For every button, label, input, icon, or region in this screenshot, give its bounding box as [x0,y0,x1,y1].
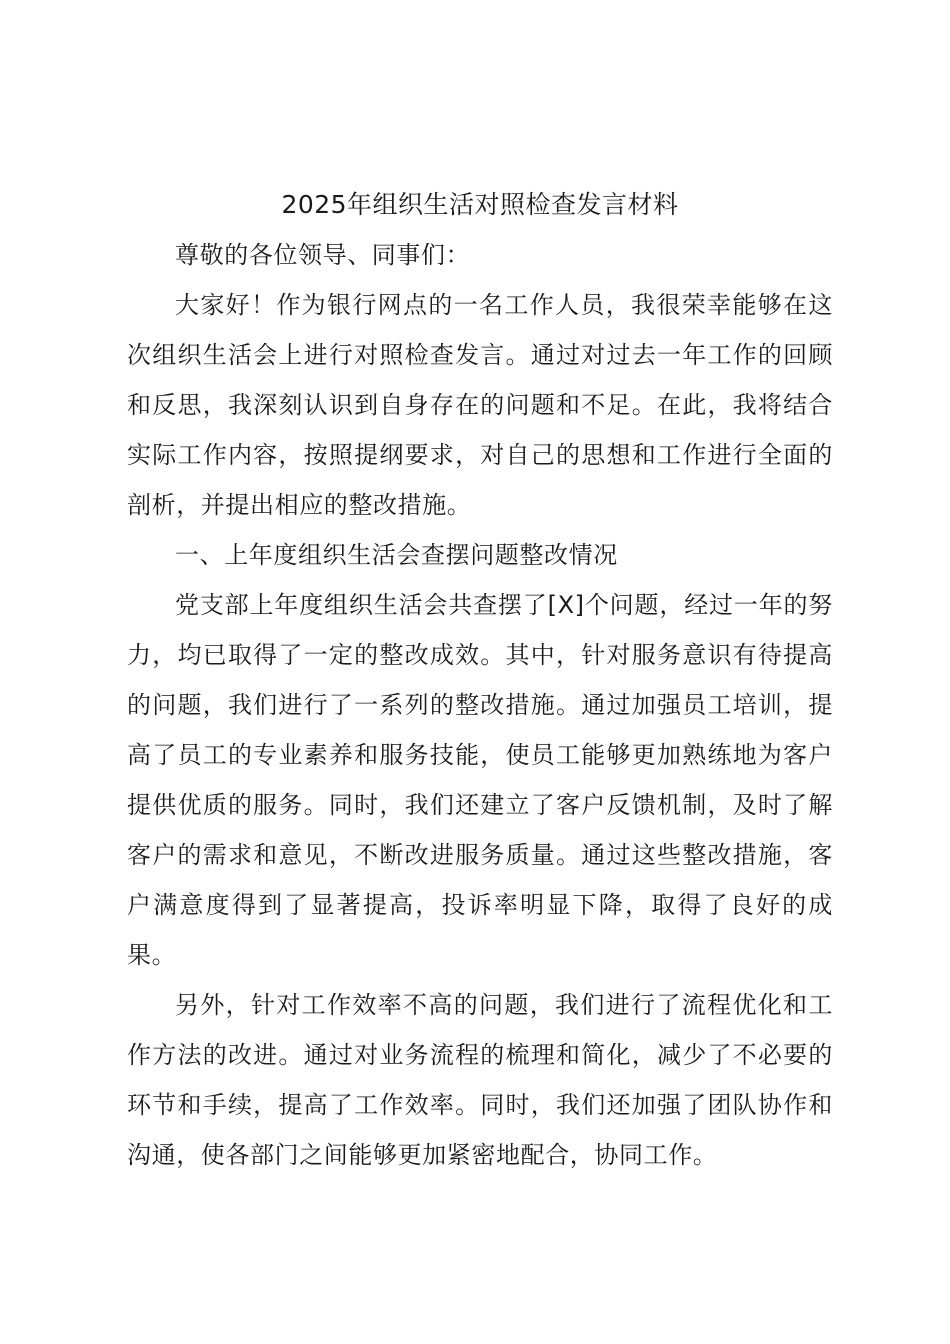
paragraph-efficiency: 另外，针对工作效率不高的问题，我们进行了流程优化和工作方法的改进。通过对业务流程的梳理和简化，减少了不必要的环节和手续，提高了工作效率。同时，我们还加强了团队协作和沟通，使各部门之间能够更加紧密地配合，协同工作。 [127,991,833,1169]
salutation: 尊敬的各位领导、同事们： [175,241,471,269]
document-body [127,180,833,1180]
document-title: 2025年组织生活对照检查发言材料 [281,190,679,219]
section-heading-1: 一、上年度组织生活会查摆问题整改情况 [175,541,618,569]
paragraph-rectification: 党支部上年度组织生活会共查摆了[X]个问题，经过一年的努力，均已取得了一定的整改成效。其中，针对服务意识有待提高的问题，我们进行了一系列的整改措施。通过加强员工培训，提高了员工的专业素养和服务技能，使员工能够更加熟练地为客户提供优质的服务。同时，我们还建立了客户反馈机制，及时了解客户的需求和意见，不断改进服务质量。通过这些整改措施，客户满意度得到了显著提高，投诉率明显下降，取得了良好的成果。 [127,591,833,969]
paragraph-intro: 大家好！作为银行网点的一名工作人员，我很荣幸能够在这次组织生活会上进行对照检查发言。通过对过去一年工作的回顾和反思，我深刻认识到自身存在的问题和不足。在此，我将结合实际工作内容，按照提纲要求，对自己的思想和工作进行全面的剖析，并提出相应的整改措施。 [127,291,833,519]
